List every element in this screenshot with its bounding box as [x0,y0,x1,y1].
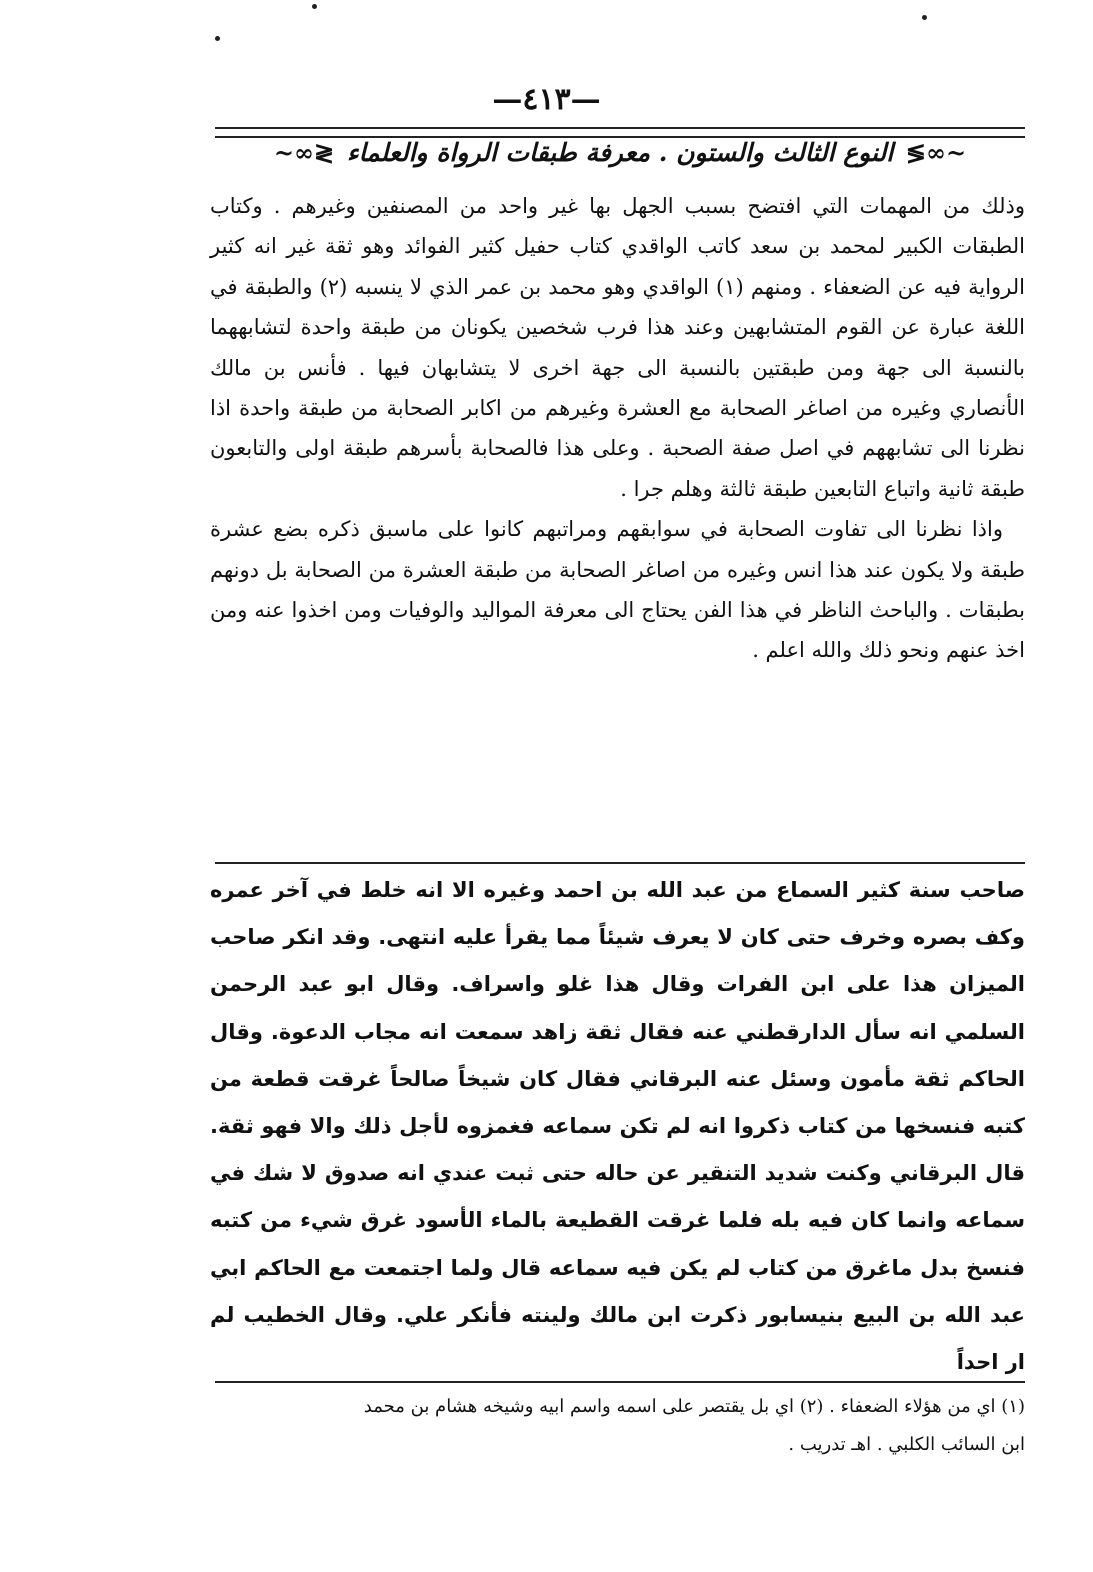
footnote-line: (١) اي من هؤلاء الضعفاء . (٢) اي بل يقتصر على اسمه واسم ابيه وشيخه هشام بن محمد [363,1396,1025,1417]
scan-speck [215,36,220,41]
main-paragraph: وذلك من المهمات التي افتضح بسبب الجهل بها غير واحد من المصنفين وغيرهم . وكتاب الطبقات الكبير لمحمد بن سعد كاتب الواقدي كتاب حفيل كثير الفوائد وهو ثقة غير انه كثير الرواية فيه عن الضعفاء . ومنهم (١) الواقدي وهو محمد بن عمر الذي لا ينسبه (٢) والطبقة في اللغة عبارة عن القوم المتشابهين وعند هذا فرب شخصين يكونان من طبقة واحدة لتشابههما بالنسبة الى جهة ومن طبقتين بالنسبة الى جهة اخرى لا يتشابهان فيها . فأنس بن مالك الأنصاري وغيره من اصاغر الصحابة مع العشرة وغيرهم من اكابر الصحابة من طبقة واحدة اذا نظرنا الى تشابههم في اصل صفة الصحبة . وعلى هذا فالصحابة بأسرهم طبقة اولى والتابعون طبقة ثانية واتباع التابعين طبقة ثالثة وهلم جرا . [210,194,1026,501]
header-double-rule [215,127,1025,138]
footnote-divider [215,1381,1025,1383]
commentary-text [210,867,1025,1386]
footnote-line: ابن السائب الكلبي . اهـ تدريب . [788,1434,1025,1455]
scan-speck [312,4,317,9]
footnotes [210,1388,1025,1464]
ornament-icon: ≶∞~ [273,138,335,167]
ornament-icon: ~∞≷ [905,138,967,167]
main-text [210,186,1025,671]
commentary-paragraph: صاحب سنة كثير السماع من عبد الله بن احمد وغيره الا انه خلط في آخر عمره وكف بصره وخرف حتى كان لا يعرف شيئاً مما يقرأ عليه انتهى. وقد انكر صاحب الميزان هذا على ابن الفرات وقال هذا غلو واسراف. وقال ابو عبد الرحمن السلمي انه سأل الدارقطني عنه فقال ثقة زاهد سمعت انه مجاب الدعوة. وقال الحاكم ثقة مأمون وسئل عنه البرقاني فقال كان شيخاً صالحاً غرقت قطعة من كتبه فنسخها من كتاب ذكروا انه لم تكن سماعه فغمزوه لأجل ذلك والا فهو ثقة. قال البرقاني وكنت شديد التنقير عن حاله حتى ثبت عندي انه صدوق لا شك في سماعه وانما كان فيه بله فلما غرقت القطيعة بالماء الأسود غرق شيء من كتبه فنسخ بدل ماغرق من كتاب لم يكن فيه سماعه قال ولما اجتمعت مع الحاكم ابي عبد الله بن البيع بنيسابور ذكرت ابن مالك ولينته فأنكر علي. وقال الخطيب لم ار احداً [210,878,1025,1375]
chapter-heading: النوع الثالث والستون . معرفة طبقات الرواة والعلماء [346,138,894,167]
main-paragraph: واذا نظرنا الى تفاوت الصحابة في سوابقهم ومراتبهم كانوا على ماسبق ذكره بضع عشرة طبقة ولا يكون عند هذا انس وغيره من اصاغر الصحابة من طبقة العشرة من الصحابة بل دونهم بطبقات . والباحث الناظر في هذا الفن يحتاج الى معرفة المواليد والوفيات ومن اخذوا عنه ومن اخذ عنهم ونحو ذلك والله اعلم . [210,517,1025,663]
page-number: —٤١٣— [492,82,601,117]
chapter-heading-line [215,138,1025,167]
scan-speck [922,15,927,20]
commentary-divider [215,862,1025,864]
